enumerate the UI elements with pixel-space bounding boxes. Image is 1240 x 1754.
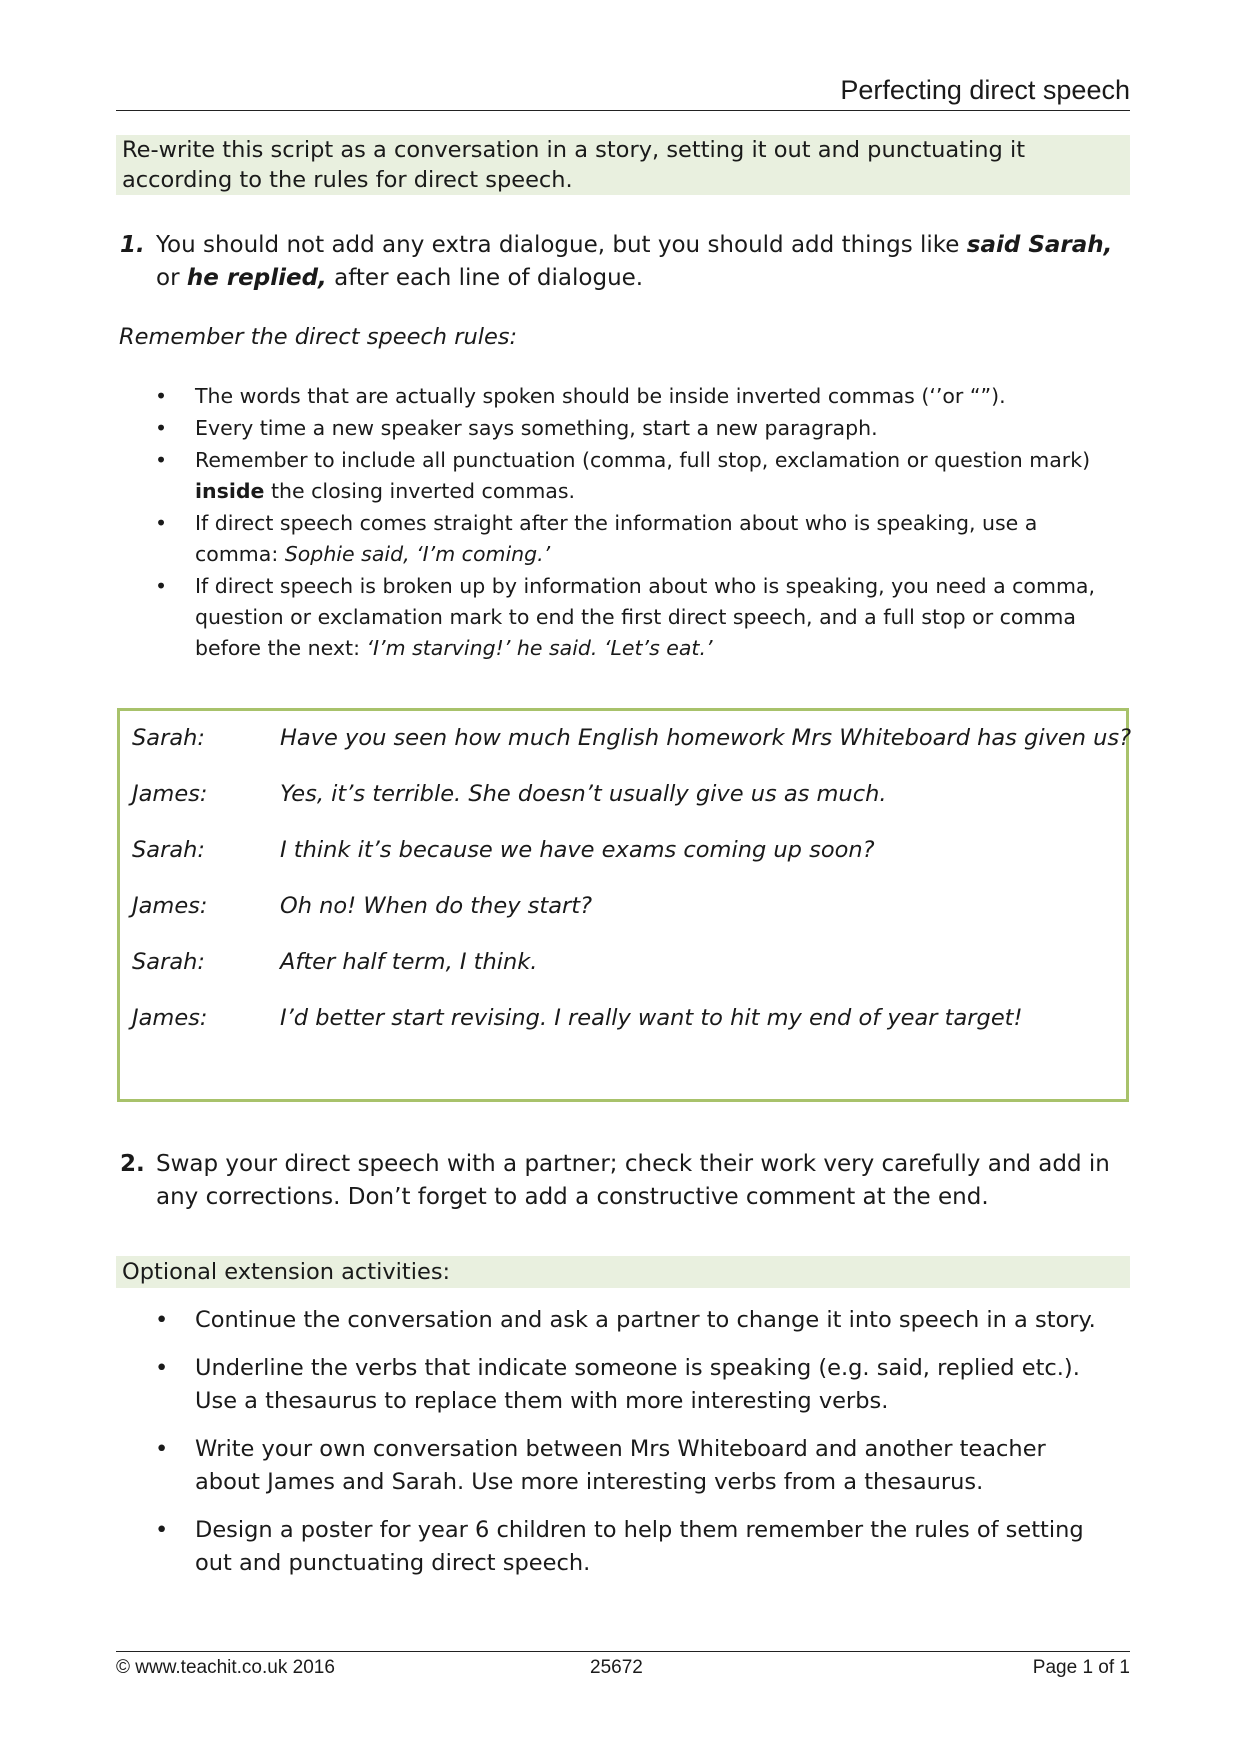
script-box [117, 708, 1132, 1102]
bullet-icon: • [155, 1436, 169, 1462]
script-speaker: James: [132, 1005, 208, 1031]
bullet-icon: • [155, 574, 168, 598]
bullet-icon: • [155, 511, 168, 535]
rule-item-1 [155, 381, 1115, 412]
rule-4-example: Sophie said, ‘I’m coming.’ [284, 542, 551, 566]
script-row [132, 779, 1112, 809]
script-speaker: Sarah: [132, 949, 205, 975]
extension-heading: Optional extension activities: [116, 1256, 1130, 1288]
extension-item-4 [155, 1514, 1115, 1580]
extension-item-text: Write your own conversation between Mrs Whiteboard and another teacher about James and Sarah. Use more interesting verbs from a thesaurus. [195, 1436, 1046, 1495]
script-speaker: James: [132, 893, 208, 919]
script-speaker: Sarah: [132, 837, 205, 863]
footer-page-number: Page 1 of 1 [1032, 1657, 1130, 1678]
bullet-icon: • [155, 416, 168, 440]
extension-item-text: Underline the verbs that indicate someone is speaking (e.g. said, replied etc.). Use a thesaurus to replace them with more interesting verbs. [195, 1355, 1080, 1414]
script-row [132, 835, 1112, 865]
script-line: Have you seen how much English homework Mrs Whiteboard has given us? [280, 725, 1132, 751]
bullet-icon: • [155, 1307, 169, 1333]
extension-list [155, 1304, 1115, 1595]
rule-3-bold: inside [195, 479, 265, 503]
rule-item-4 [155, 508, 1115, 570]
bullet-icon: • [155, 1355, 169, 1381]
rule-2-text: Every time a new speaker says something, start a new paragraph. [195, 416, 878, 440]
bullet-icon: • [155, 448, 168, 472]
page-title: Perfecting direct speech [116, 72, 1130, 111]
script-speaker: James: [132, 781, 208, 807]
rules-list [155, 381, 1115, 665]
script-line: Yes, it’s terrible. She doesn’t usually give us as much. [280, 781, 887, 807]
question-2-number: 2. [120, 1151, 145, 1177]
extension-item-text: Design a poster for year 6 children to help them remember the rules of setting out and punctuating direct speech. [195, 1517, 1084, 1576]
rule-3-text-b: the closing inverted commas. [264, 479, 576, 503]
bullet-icon: • [155, 1517, 169, 1543]
script-line: I’d better start revising. I really want to hit my end of year target! [280, 1005, 1023, 1031]
rule-5-example: ‘I’m starving!’ he said. ‘Let’s eat.’ [366, 636, 713, 660]
extension-item-text: Continue the conversation and ask a partner to change it into speech in a story. [195, 1307, 1096, 1333]
rule-item-3 [155, 445, 1115, 507]
bullet-icon: • [155, 384, 168, 408]
question-1-text-a: You should not add any extra dialogue, but you should add things like [156, 232, 967, 258]
question-2 [120, 1148, 1120, 1214]
question-1-example-he-replied: he replied, [186, 265, 327, 291]
extension-item-2 [155, 1352, 1115, 1418]
question-1-example-said-sarah: said Sarah, [966, 232, 1113, 258]
question-1 [120, 229, 1120, 295]
question-1-text [156, 229, 1120, 295]
script-line: Oh no! When do they start? [280, 893, 593, 919]
question-1-text-b: or [156, 265, 187, 291]
footer-code: 25672 [590, 1657, 643, 1678]
rule-4-text: If direct speech comes straight after the information about who is speaking, use a comma: [195, 511, 1038, 566]
script-row [132, 947, 1112, 977]
question-1-text-c: after each line of dialogue. [326, 265, 644, 291]
script-row [132, 891, 1112, 921]
question-1-number: 1. [120, 232, 145, 258]
footer-copyright: © www.teachit.co.uk 2016 [116, 1657, 335, 1678]
page-footer [116, 1651, 1130, 1682]
extension-item-1 [155, 1304, 1115, 1337]
script-line: I think it’s because we have exams coming up soon? [280, 837, 875, 863]
rule-5-text: If direct speech is broken up by information about who is speaking, you need a comma, question or exclamation mark to end the first direct speech, and a full stop or comma before the next: [195, 574, 1095, 660]
script-row [132, 1003, 1112, 1033]
extension-item-3 [155, 1433, 1115, 1499]
rules-heading: Remember the direct speech rules: [119, 324, 518, 350]
rule-1-text: The words that are actually spoken should be inside inverted commas (‘’or “”). [195, 384, 1006, 408]
question-2-text: Swap your direct speech with a partner; check their work very carefully and add in any corrections. Don’t forget to add a constructive comment at the end. [156, 1151, 1110, 1210]
rule-item-2 [155, 413, 1115, 444]
script-row [132, 723, 1132, 753]
rule-3-text-a: Remember to include all punctuation (comma, full stop, exclamation or question mark) [195, 448, 1091, 472]
rule-item-5 [155, 571, 1115, 664]
script-line: After half term, I think. [280, 949, 538, 975]
intro-instruction: Re-write this script as a conversation in a story, setting it out and punctuating it according to the rules for direct speech. [116, 135, 1130, 195]
script-speaker: Sarah: [132, 725, 205, 751]
